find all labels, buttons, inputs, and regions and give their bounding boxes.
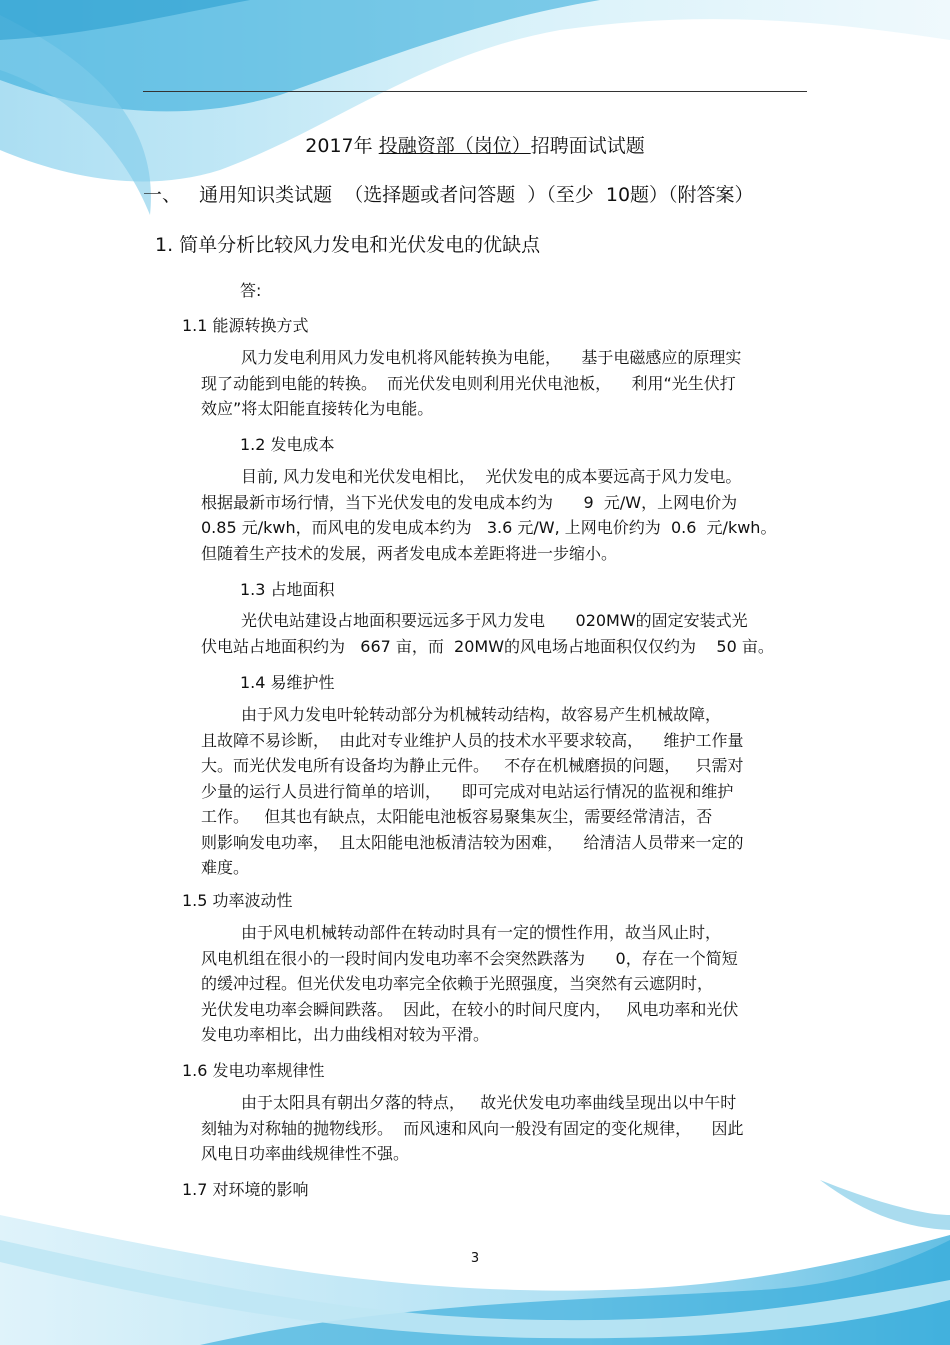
paragraph-line: 光伏发电功率会瞬间跌落。 因此，在较小的时间尺度内， 风电功率和光伏 (201, 999, 739, 1019)
paragraph-line: 根据最新市场行情，当下光伏发电的发电成本约为 9 元/W，上网电价为 (201, 492, 738, 512)
title-year: 2017年 (305, 135, 373, 157)
paragraph-line: 由于风电机械转动部件在转动时具有一定的惯性作用，故当风止时， (241, 923, 722, 942)
paragraph-line: 效应”将太阳能直接转化为电能。 (201, 399, 434, 418)
header-rule (143, 91, 807, 92)
paragraph-line: 现了动能到电能的转换。 而光伏发电则利用光伏电池板， 利用“光生伏打 (201, 373, 736, 393)
title-department: 投融资部（岗位） (378, 135, 531, 157)
paragraph-line: 目前, 风力发电和光伏发电相比， 光伏发电的成本要远高于风力发电。 (241, 467, 742, 486)
document-title (0, 131, 950, 158)
page-number: 3 (470, 1251, 480, 1266)
paragraph-line: 由于太阳具有朝出夕落的特点， 故光伏发电功率曲线呈现出以中午时 (241, 1093, 737, 1112)
paragraph-1-2 (201, 464, 811, 566)
subheading-1-5: 1.5 功率波动性 (182, 891, 293, 910)
paragraph-line: 风力发电利用风力发电机将风能转换为电能， 基于电磁感应的原理实 (241, 348, 742, 367)
paragraph-line: 难度。 (201, 858, 250, 877)
paragraph-line: 则影响发电功率， 且太阳能电池板清洁较为困难， 给清洁人员带来一定的 (201, 832, 744, 852)
subheading-1-2: 1.2 发电成本 (240, 435, 335, 454)
paragraph-line: 工作。 但其也有缺点，太阳能电池板容易聚集灰尘，需要经常清洁，否 (201, 807, 713, 826)
paragraph-1-1 (201, 345, 811, 422)
subheading-1-1: 1.1 能源转换方式 (182, 316, 309, 335)
paragraph-line: 但随着生产技术的发展，两者发电成本差距将进一步缩小。 (201, 543, 618, 563)
paragraph-line: 少量的运行人员进行简单的培训， 即可完成对电站运行情况的监视和维护 (201, 781, 734, 801)
paragraph-1-5 (201, 920, 811, 1048)
paragraph-1-3 (201, 608, 811, 659)
paragraph-line: 伏电站占地面积约为 667 亩，而 20MW的风电场占地面积仅仅约为 50 亩。 (201, 636, 774, 656)
paragraph-line: 刻轴为对称轴的抛物线形。 而风速和风向一般没有固定的变化规律， 因此 (201, 1118, 744, 1138)
subheading-1-4: 1.4 易维护性 (240, 673, 335, 692)
subheading-1-3: 1.3 占地面积 (240, 580, 335, 599)
paragraph-1-4 (201, 702, 811, 881)
section-heading: 一、 通用知识类试题 （选择题或者问答题 ）（至少 10题）（附答案） (143, 184, 754, 206)
paragraph-1-6 (201, 1090, 811, 1167)
paragraph-line: 且故障不易诊断， 由此对专业维护人员的技术水平要求较高， 维护工作量 (201, 730, 744, 750)
paragraph-line: 的缓冲过程。但光伏发电功率完全依赖于光照强度，当突然有云遮阴时， (201, 974, 714, 993)
paragraph-line: 大。而光伏发电所有设备均为静止元件。 不存在机械磨损的问题， 只需对 (201, 756, 744, 775)
answer-label: 答: (240, 281, 262, 300)
paragraph-line: 发电功率相比，出力曲线相对较为平滑。 (201, 1025, 490, 1044)
subheading-1-7: 1.7 对环境的影响 (182, 1180, 309, 1199)
paragraph-line: 0.85 元/kwh，而风电的发电成本约为 3.6 元/W, 上网电价约为 0.6 元/kwh。 (201, 518, 777, 537)
paragraph-line: 风电日功率曲线规律性不强。 (201, 1144, 410, 1163)
paragraph-line: 由于风力发电叶轮转动部分为机械转动结构，故容易产生机械故障， (241, 705, 722, 724)
paragraph-line: 风电机组在很小的一段时间内发电功率不会突然跌落为 0，存在一个简短 (201, 948, 738, 968)
subheading-1-6: 1.6 发电功率规律性 (182, 1061, 325, 1080)
question-title: 1. 简单分析比较风力发电和光伏发电的优缺点 (155, 234, 541, 256)
title-tail: 招聘面试试题 (530, 135, 645, 157)
paragraph-line: 光伏电站建设占地面积要远远多于风力发电 020MW的固定安装式光 (241, 611, 748, 630)
